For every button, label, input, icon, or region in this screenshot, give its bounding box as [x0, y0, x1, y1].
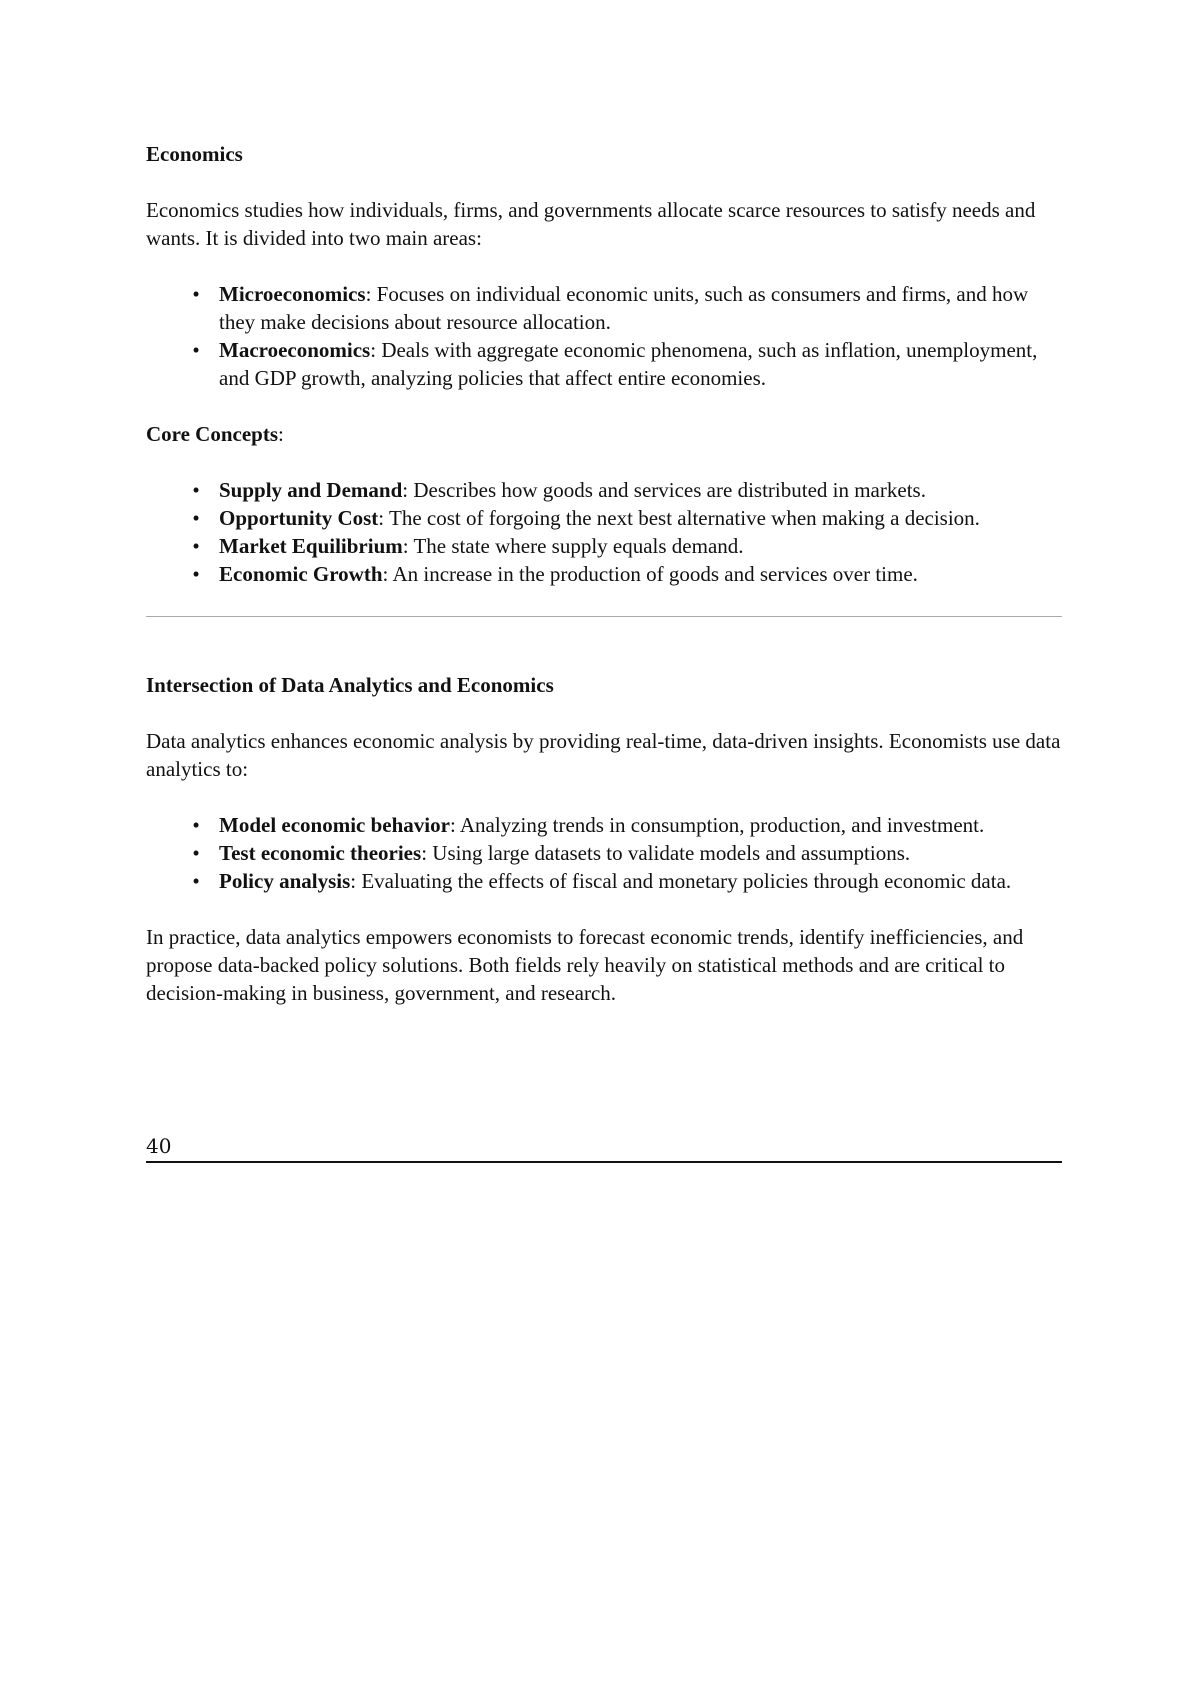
desc-market-equilibrium: : The state where supply equals demand. — [402, 534, 744, 558]
economics-areas-list — [146, 280, 1062, 392]
desc-model-behavior: : Analyzing trends in consumption, production, and investment. — [449, 813, 985, 837]
page-footer — [146, 1133, 1062, 1163]
bullet-icon: • — [192, 534, 200, 558]
term-test-theories: Test economic theories — [219, 841, 422, 865]
list-item-opportunity-cost — [146, 504, 1062, 532]
desc-opportunity-cost: : The cost of forgoing the next best alternative when making a decision. — [378, 506, 980, 530]
core-concepts-colon: : — [278, 422, 284, 446]
list-item-microeconomics — [146, 280, 1062, 336]
list-item-market-equilibrium — [146, 532, 1062, 560]
list-item-policy-analysis — [146, 867, 1062, 895]
conclusion-paragraph: In practice, data analytics empowers economists to forecast economic trends, identify inefficiencies, and propose data-backed policy solutions. Both fields rely heavily on statistical methods and are critical to decision-making in business, government, and research. — [146, 925, 1024, 1005]
bullet-icon: • — [192, 282, 200, 306]
term-opportunity-cost: Opportunity Cost — [219, 506, 379, 530]
section-divider — [146, 616, 1062, 617]
core-concepts-label: Core Concepts — [146, 422, 279, 446]
list-item-test-theories — [146, 839, 1062, 867]
bullet-icon: • — [192, 562, 200, 586]
list-item-economic-growth — [146, 560, 1062, 588]
bullet-icon: • — [192, 338, 200, 362]
desc-test-theories: : Using large datasets to validate models and assumptions. — [421, 841, 911, 865]
core-concepts-list — [146, 476, 1062, 588]
desc-policy-analysis: : Evaluating the effects of fiscal and monetary policies through economic data. — [350, 869, 1012, 893]
list-item-supply-demand — [146, 476, 1062, 504]
term-supply-demand: Supply and Demand — [219, 478, 403, 502]
core-concepts-heading — [146, 420, 1062, 448]
bullet-icon: • — [192, 478, 200, 502]
desc-microeconomics: : Focuses on individual economic units, such as consumers and firms, and how they make decisions about resource allocation. — [219, 282, 1029, 334]
term-market-equilibrium: Market Equilibrium — [219, 534, 403, 558]
footer-rule — [146, 1161, 1062, 1163]
list-item-macroeconomics — [146, 336, 1062, 392]
term-model-behavior: Model economic behavior — [219, 813, 450, 837]
bullet-icon: • — [192, 869, 200, 893]
page-number: 40 — [146, 1134, 172, 1158]
term-policy-analysis: Policy analysis — [219, 869, 351, 893]
economics-intro-paragraph: Economics studies how individuals, firms, and governments allocate scarce resources to satisfy needs and wants. It is divided into two main areas: — [146, 198, 1036, 250]
term-microeconomics: Microeconomics — [219, 282, 366, 306]
term-macroeconomics: Macroeconomics — [219, 338, 371, 362]
intersection-intro-paragraph: Data analytics enhances economic analysis by providing real-time, data-driven insights. Economists use data analytics to: — [146, 729, 1061, 781]
term-economic-growth: Economic Growth — [219, 562, 383, 586]
analytics-uses-list — [146, 811, 1062, 895]
desc-supply-demand: : Describes how goods and services are distributed in markets. — [402, 478, 926, 502]
page-content — [146, 140, 1062, 1035]
section-data-analytics-economics — [146, 671, 1062, 1007]
bullet-icon: • — [192, 813, 200, 837]
section-heading-economics: Economics — [146, 142, 243, 166]
bullet-icon: • — [192, 841, 200, 865]
section-heading-intersection: Intersection of Data Analytics and Economics — [146, 673, 554, 697]
desc-macroeconomics: : Deals with aggregate economic phenomena, such as inflation, unemployment, and GDP growth, analyzing policies that affect entire economies. — [219, 338, 1038, 390]
desc-economic-growth: : An increase in the production of goods and services over time. — [382, 562, 918, 586]
list-item-model-behavior — [146, 811, 1062, 839]
bullet-icon: • — [192, 506, 200, 530]
